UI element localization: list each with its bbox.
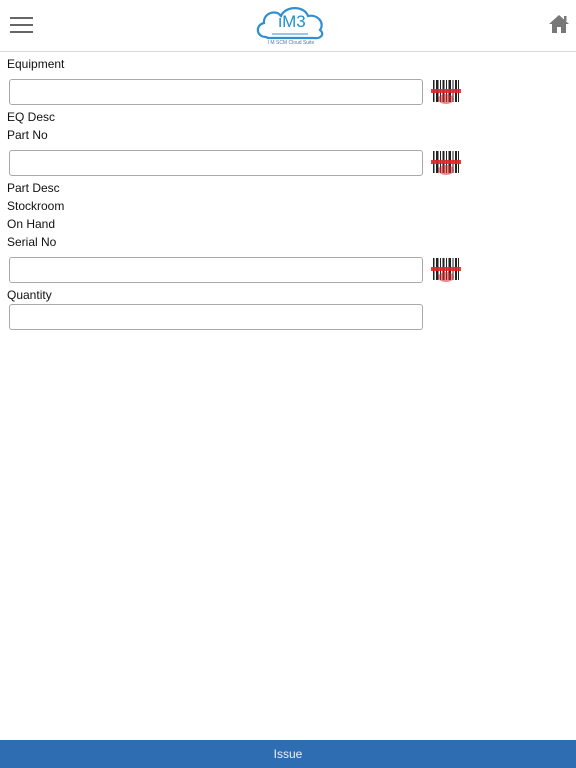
eq-desc-label: EQ Desc: [7, 110, 56, 124]
serial-no-label: Serial No: [7, 235, 57, 249]
part-no-barcode-scan-icon[interactable]: [430, 149, 462, 177]
serial-no-barcode-scan-icon[interactable]: [430, 256, 462, 284]
hamburger-menu-icon[interactable]: [10, 14, 35, 36]
stockroom-label: Stockroom: [7, 199, 65, 213]
part-desc-label: Part Desc: [7, 181, 60, 195]
serial-no-input[interactable]: [9, 257, 423, 283]
app-logo: [252, 3, 328, 49]
app-header: [0, 0, 576, 52]
home-icon[interactable]: [548, 14, 570, 34]
quantity-label: Quantity: [7, 288, 52, 302]
issue-button[interactable]: Issue: [0, 740, 576, 768]
equipment-label: Equipment: [7, 57, 65, 71]
logo-text: iM3: [278, 12, 306, 31]
on-hand-label: On Hand: [7, 217, 56, 231]
equipment-barcode-scan-icon[interactable]: [430, 78, 462, 106]
quantity-input[interactable]: [9, 304, 423, 330]
logo-subtitle: I M SCM Cloud Suite: [267, 40, 315, 46]
equipment-input[interactable]: [9, 79, 423, 105]
part-no-label: Part No: [7, 128, 48, 142]
part-no-input[interactable]: [9, 150, 423, 176]
